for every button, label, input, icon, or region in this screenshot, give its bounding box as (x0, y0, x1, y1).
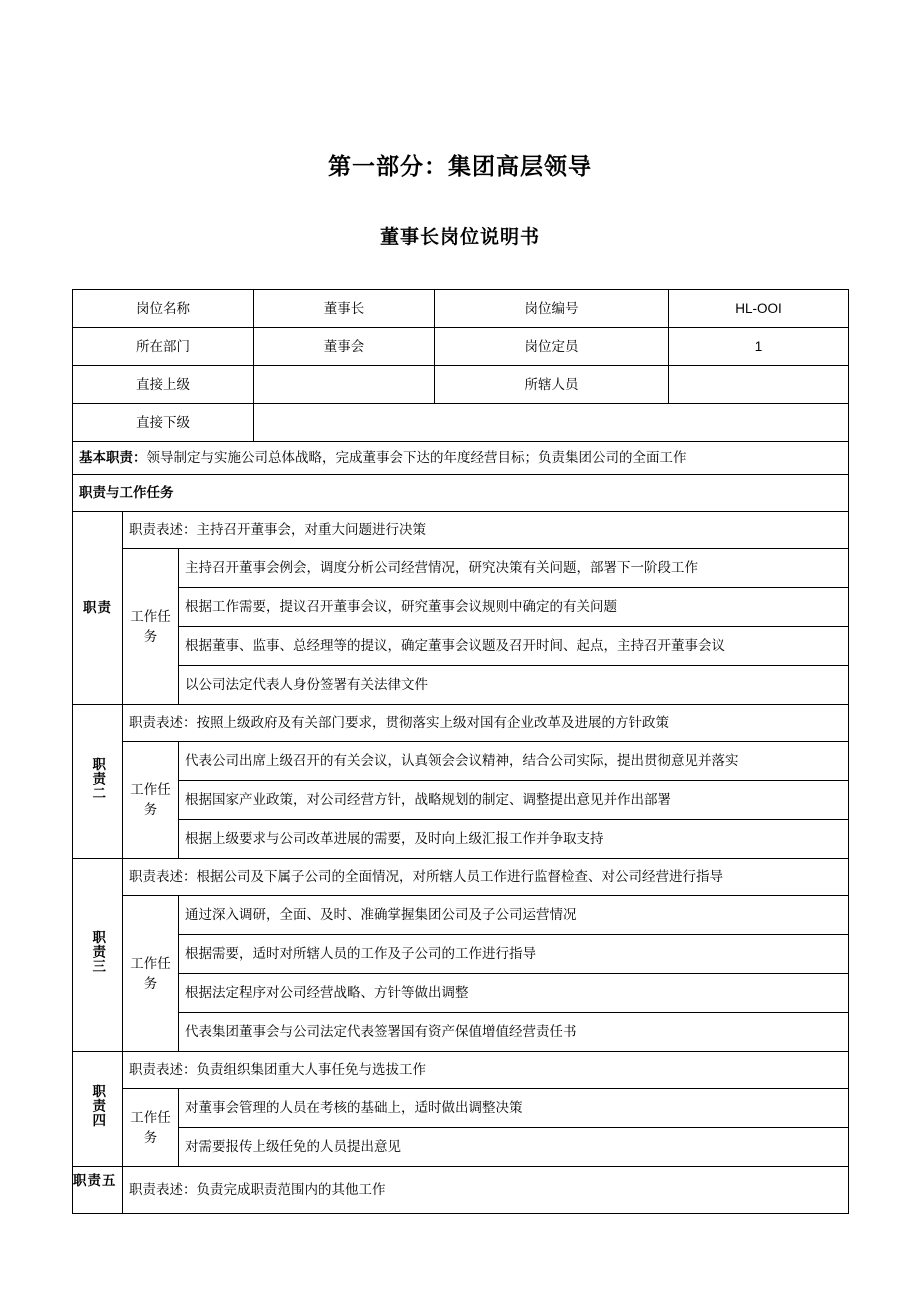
field-label-headcount: 岗位定员 (435, 328, 669, 366)
task-label-3: 工作任务 (123, 896, 179, 1052)
table-row-task (73, 820, 849, 859)
field-value-direct-subordinate (254, 404, 849, 442)
duty-statement-5: 职责表述：负责完成职责范围内的其他工作 (123, 1167, 849, 1214)
task-item: 根据上级要求与公司改革进展的需要，及时向上级汇报工作并争取支持 (179, 820, 849, 859)
task-item: 根据董事、监事、总经理等的提议，确定董事会议题及召开时间、起点，主持召开董事会议 (179, 627, 849, 666)
duty-index-2 (73, 705, 123, 859)
table-row-duty-statement (73, 705, 849, 742)
basic-duty-cell (73, 442, 849, 475)
duty-index-5 (73, 1167, 123, 1214)
table-row-task (73, 666, 849, 705)
field-label-direct-subordinate: 直接下级 (73, 404, 254, 442)
table-row-task (73, 549, 849, 588)
field-value-headcount: 1 (669, 328, 849, 366)
task-item: 以公司法定代表人身份签署有关法律文件 (179, 666, 849, 705)
field-value-position-code: HL-OOI (669, 290, 849, 328)
table-row-task (73, 896, 849, 935)
field-value-direct-superior (254, 366, 435, 404)
task-item: 根据工作需要，提议召开董事会议，研究董事会议规则中确定的有关问题 (179, 588, 849, 627)
field-label-position-code: 岗位编号 (435, 290, 669, 328)
part-title: 第一部分：集团高层领导 (328, 153, 592, 179)
task-item: 代表集团董事会与公司法定代表签署国有资产保值增值经营责任书 (179, 1013, 849, 1052)
table-row-task (73, 781, 849, 820)
duty-index-3-label: 职责三 (90, 930, 106, 974)
duty-statement-2: 职责表述：按照上级政府及有关部门要求，贯彻落实上级对国有企业改革及进展的方针政策 (123, 705, 849, 742)
basic-duty-text: 领导制定与实施公司总体战略，完成董事会下达的年度经营目标；负责集团公司的全面工作 (146, 450, 687, 466)
table-row-department (73, 328, 849, 366)
table-row-task (73, 1013, 849, 1052)
duties-section-heading: 职责与工作任务 (73, 475, 849, 512)
basic-duty-label: 基本职责 (79, 450, 133, 466)
field-value-subordinate-staff (669, 366, 849, 404)
task-item: 根据国家产业政策，对公司经营方针，战略规划的制定、调整提出意见并作出部署 (179, 781, 849, 820)
page-title: 董事长岗位说明书 (379, 227, 540, 248)
task-item: 根据需要，适时对所辖人员的工作及子公司的工作进行指导 (179, 935, 849, 974)
table-row-position-name (73, 290, 849, 328)
field-value-department: 董事会 (254, 328, 435, 366)
table-row-duty-statement (73, 859, 849, 896)
task-item: 根据法定程序对公司经营战略、方针等做出调整 (179, 974, 849, 1013)
table-row-basic-duty (73, 442, 849, 475)
table-row-duty-statement (73, 1052, 849, 1089)
task-item: 通过深入调研，全面、及时、准确掌握集团公司及子公司运营情况 (179, 896, 849, 935)
table-row-duty-statement (73, 512, 849, 549)
basic-duty-separator: ： (133, 450, 147, 466)
table-row-task (73, 1089, 849, 1128)
table-row-task (73, 742, 849, 781)
duty-index-2-label: 职责二 (90, 756, 106, 801)
table-row-duties-heading (73, 475, 849, 512)
duty-index-3 (73, 859, 123, 1052)
duty-index-1-label: 职责 (83, 600, 112, 616)
table-row-task (73, 974, 849, 1013)
table-row-task (73, 1128, 849, 1167)
table-row-task (73, 588, 849, 627)
task-label-2: 工作任务 (123, 742, 179, 859)
job-description-table (72, 289, 849, 1214)
field-value-position-name: 董事长 (254, 290, 435, 328)
task-item: 对董事会管理的人员在考核的基础上，适时做出调整决策 (179, 1089, 849, 1128)
table-row-direct-subordinate (73, 404, 849, 442)
field-label-subordinate-staff: 所辖人员 (435, 366, 669, 404)
field-label-direct-superior: 直接上级 (73, 366, 254, 404)
task-label-4: 工作任务 (123, 1089, 179, 1167)
task-item: 主持召开董事会例会，调度分析公司经营情况，研究决策有关问题，部署下一阶段工作 (179, 549, 849, 588)
task-item: 代表公司出席上级召开的有关会议，认真领会会议精神，结合公司实际，提出贯彻意见并落实 (179, 742, 849, 781)
table-row-task (73, 935, 849, 974)
duty-statement-1: 职责表述：主持召开董事会，对重大问题进行决策 (123, 512, 849, 549)
table-row-direct-superior (73, 366, 849, 404)
duty-index-1 (73, 512, 123, 705)
duty-index-5-label: 职责五 (73, 1173, 117, 1188)
task-item: 对需要报传上级任免的人员提出意见 (179, 1128, 849, 1167)
task-label-1: 工作任务 (123, 549, 179, 705)
duty-index-4-label: 职责四 (90, 1084, 106, 1128)
duty-statement-3: 职责表述：根据公司及下属子公司的全面情况，对所辖人员工作进行监督检查、对公司经营进行指导 (123, 859, 849, 896)
field-label-department: 所在部门 (73, 328, 254, 366)
duty-index-4 (73, 1052, 123, 1167)
duty-statement-4: 职责表述：负责组织集团重大人事任免与选拔工作 (123, 1052, 849, 1089)
field-label-position-name: 岗位名称 (73, 290, 254, 328)
table-row-task (73, 627, 849, 666)
table-row-duty-statement (73, 1167, 849, 1214)
